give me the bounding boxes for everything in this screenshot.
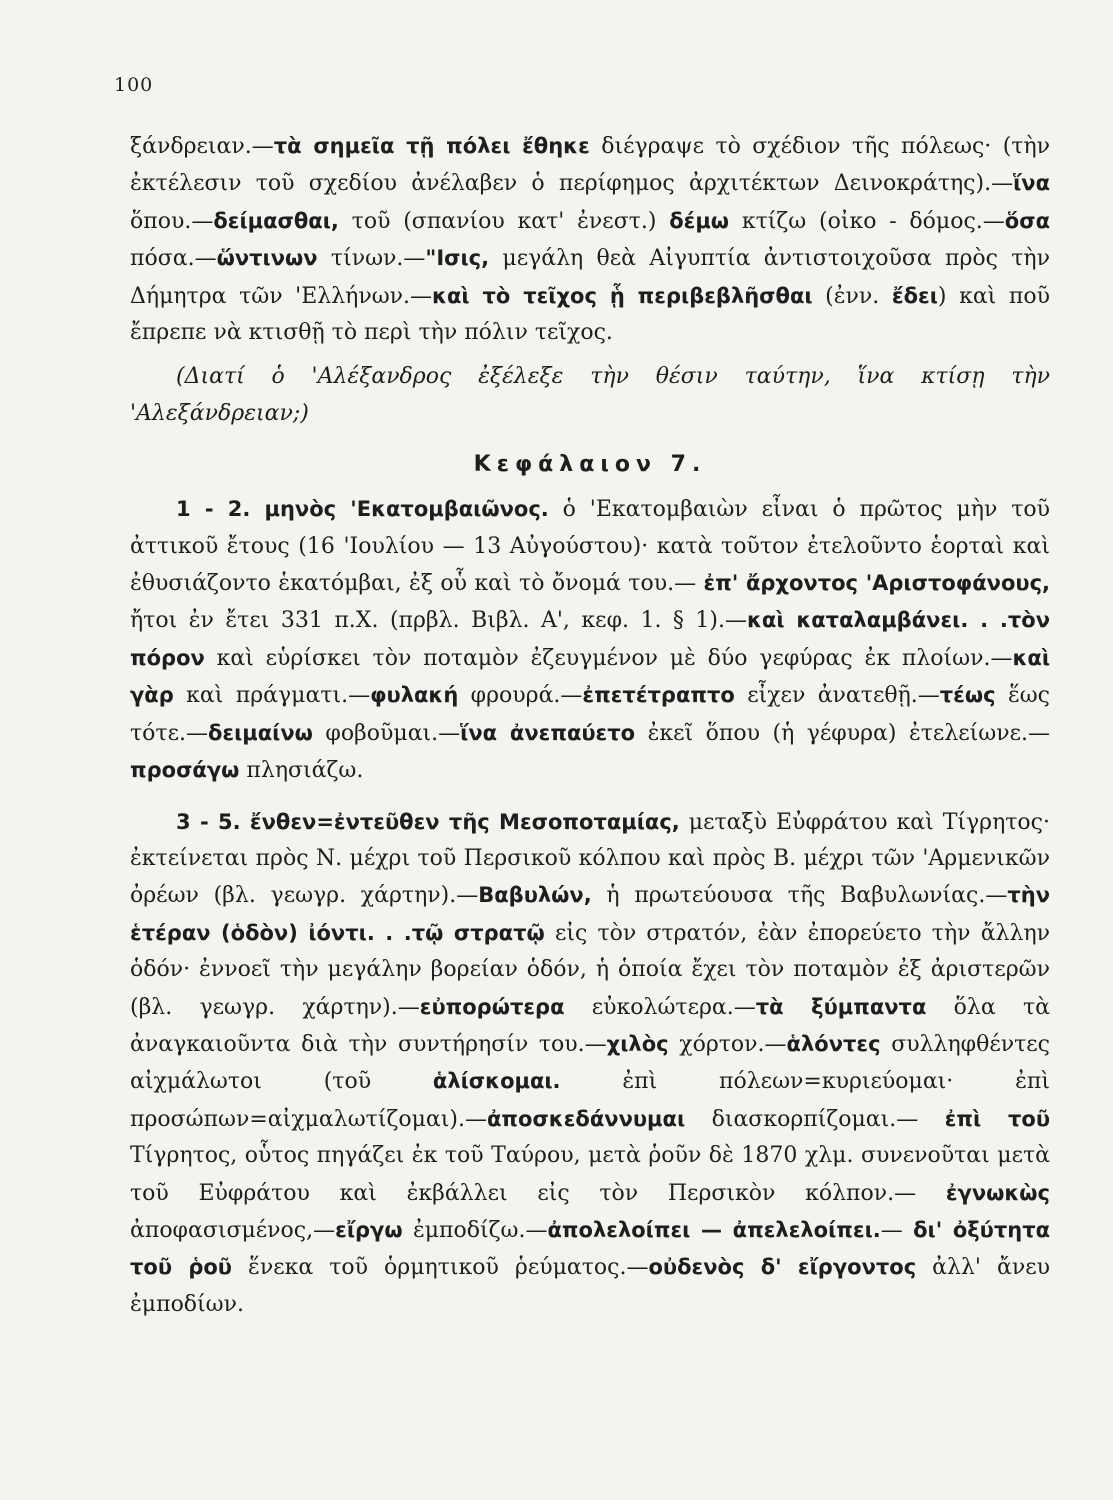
gloss-text: εἶχεν ἀνατεθῇ.—	[734, 683, 940, 709]
gloss-text: (ἐνν.	[812, 283, 892, 309]
gloss-text: κτίζω (οἰκο - δόμος.—	[729, 208, 1005, 234]
lemma-term: οὐδενὸς δ' εἴργοντος	[648, 1255, 917, 1280]
gloss-text: καὶ πράγματι.—	[173, 683, 371, 709]
gloss-text: ἡ πρωτεύουσα τῆς Βαβυλωνίας.—	[591, 883, 1008, 909]
gloss-text: τίνων.—	[317, 246, 426, 272]
gloss-text: φοβοῦμαι.—	[312, 720, 461, 746]
gloss-text: μεγάλη θεὰ Αἰγυπτία ἀντιστοιχοῦσα πρὸς τὴν Δήμητρα τῶν 'Ελλήνων.—	[130, 246, 1050, 309]
lemma-term: ὥντινων	[216, 246, 318, 271]
page-content	[130, 128, 1050, 1323]
lemma-term: Βαβυλών,	[478, 883, 592, 908]
lemma-term: ἁλίσκομαι.	[432, 1069, 561, 1094]
gloss-text: ὅλα τὰ ἀναγκαιοῦντα διὰ τὴν συντήρησίν του.—	[130, 994, 1050, 1057]
page-number: 100	[114, 74, 154, 96]
lemma-term: δέμω	[669, 208, 730, 233]
gloss-text: ἀποφασισμένος,—	[130, 1217, 336, 1243]
lemma-term: δειμαίνω	[207, 720, 313, 745]
gloss-text: ἐμποδίζω.—	[402, 1217, 548, 1243]
commentary-paragraph-3	[130, 804, 1050, 1324]
lemma-term: ἵνα ἀνεπαύετο	[460, 720, 636, 745]
lemma-term: τὴν ἑτέραν (ὁδὸν) ἰόντι. . .τῷ στρατῷ	[130, 883, 1050, 945]
gloss-text: ἕνεκα τοῦ ὁρμητικοῦ ῥεύματος.—	[232, 1255, 649, 1281]
lemma-term: ἀπολελοίπει — ἀπελελοίπει.	[547, 1217, 881, 1242]
lemma-term: εἴργω	[335, 1217, 403, 1242]
lemma-term: 1 - 2. μηνὸς 'Εκατομβαιῶνος.	[176, 497, 549, 522]
lemma-term: καὶ τὸ τεῖχος ᾗ περιβεβλῆσθαι	[432, 283, 813, 308]
gloss-text: ἕως τότε.—	[130, 683, 1051, 746]
gloss-text: εἰς τὸν στρατόν, ἐὰν ἐπορεύετο τὴν ἄλλην ὁδόν· ἐννοεῖ τὴν μεγάλην βορείαν ὁδόν, ἡ ὁποία ἔχει τὸν ποταμὸν ἐξ ἀριστερῶν (βλ. γεωγρ. χάρτην).—	[130, 920, 1050, 1020]
gloss-text: καὶ εὑρίσκει τὸν ποταμὸν ἐζευγμένον μὲ δύο γεφύρας ἐκ πλοίων.—	[204, 645, 1013, 671]
gloss-text: ξάνδρειαν.—	[130, 134, 274, 159]
lemma-term: ἐπὶ τοῦ	[944, 1106, 1050, 1131]
commentary-paragraph-2	[130, 491, 1050, 789]
lemma-term: ἔδει	[891, 283, 938, 308]
lemma-term: τέως	[939, 683, 996, 708]
gloss-text: Τίγρητος, οὗτος πηγάζει ἐκ τοῦ Ταύρου, μετὰ ῥοῦν δὲ 1870 χλμ. συνενοῦται μετὰ τοῦ Εὐφράτου καὶ ἐκβάλλει εἰς τὸν Περσικὸν κόλπον.—	[130, 1143, 1050, 1206]
lemma-term: ἐπετέτραπτο	[582, 683, 735, 708]
lemma-term: τὰ σημεῖα τῇ πόλει ἔθηκε	[273, 134, 590, 158]
gloss-text: πλησιάζω.	[239, 758, 364, 784]
gloss-text: διασκορπίζομαι.—	[685, 1106, 945, 1132]
gloss-text: ) καὶ ποῦ ἔπρεπε νὰ κτισθῇ τὸ περὶ τὴν πόλιν τεῖχος.	[130, 283, 1050, 346]
lemma-term: δι' ὀξύτητα τοῦ ῥοῦ	[130, 1217, 1051, 1280]
lemma-term: ἐγνωκὼς	[945, 1180, 1050, 1205]
lemma-term: χιλὸς	[606, 1031, 669, 1056]
gloss-text: μεταξὺ Εὐφράτου καὶ Τίγρητος· ἐκτείνεται πρὸς Ν. μέχρι τοῦ Περσικοῦ κόλπου καὶ πρὸς Β. μέχρι τῶν 'Αρμενικῶν ὀρέων (βλ. γεωγρ. χάρτην).—	[130, 809, 1050, 909]
gloss-text: συλληφθέντες αἰχμάλωτοι (τοῦ	[130, 1031, 1050, 1095]
gloss-text: διέγραψε τὸ σχέδιον τῆς πόλεως· (τὴν ἐκτέλεσιν τοῦ σχεδίου ἀνέλαβεν ὁ περίφημος ἀρχιτέκτων Δεινοκράτης).—	[130, 134, 1051, 197]
lemma-term: ὅσα	[1004, 208, 1050, 233]
gloss-text: ἤτοι ἐν ἔτει 331 π.Χ. (πρβλ. Βιβλ. Α', κεφ. 1. § 1).—	[130, 608, 747, 634]
chapter-heading: Κεφάλαιον 7.	[473, 452, 707, 478]
gloss-text: ὁ 'Εκατομβαιὼν εἶναι ὁ πρῶτος μὴν τοῦ ἀττικοῦ ἔτους (16 'Ιουλίου — 13 Αὐγούστου)· κατὰ τοῦτον ἐτελοῦντο ἑορταὶ καὶ ἐθυσιάζοντο ἑκατόμβαι, ἐξ οὗ καὶ τὸ ὄνομά του.—	[130, 497, 1051, 597]
lemma-term: προσάγω	[130, 758, 240, 783]
gloss-text: εὐκολώτερα.—	[564, 994, 756, 1020]
gloss-text: ὅπου.—	[130, 208, 214, 234]
lemma-term: φυλακή	[370, 683, 459, 708]
lemma-term: καὶ γὰρ	[130, 645, 1050, 708]
lemma-term: ἀποσκεδάννυμαι	[486, 1106, 686, 1131]
lemma-term: τὰ ξύμπαντα	[755, 994, 927, 1019]
gloss-text: ἐπὶ πόλεων=κυριεύομαι· ἐπὶ προσώπων=αἰχμαλωτίζομαι).—	[130, 1069, 1050, 1132]
lemma-term: 3 - 5. ἔνθεν=ἐντεῦθεν τῆς Μεσοποταμίας,	[176, 809, 680, 834]
lemma-term: "Ισις,	[425, 246, 490, 271]
gloss-text: χόρτον.—	[668, 1031, 787, 1057]
gloss-text: τοῦ (σπανίου κατ' ἐνεστ.)	[338, 208, 670, 234]
gloss-text: πόσα.—	[130, 246, 217, 272]
lemma-term: ἵνα	[1013, 171, 1050, 196]
lemma-term: εὐπορώτερα	[419, 994, 565, 1019]
lemma-term: δείμασθαι,	[213, 208, 339, 233]
gloss-text: ἐκεῖ ὅπου (ἡ γέφυρα) ἐτελείωνε.—	[635, 720, 1050, 746]
gloss-text: ἀλλ' ἄνευ ἐμποδίων.	[130, 1255, 1050, 1317]
commentary-paragraph-1	[130, 128, 1050, 351]
lemma-term: ἁλόντες	[786, 1031, 881, 1056]
gloss-text: φρουρά.—	[458, 683, 583, 709]
lemma-term: καὶ καταλαμβάνει. . .τὸν πόρον	[130, 608, 1050, 670]
lemma-term: ἐπ' ἄρχοντος 'Αριστοφάνους,	[703, 571, 1050, 596]
gloss-text: —	[880, 1217, 914, 1243]
study-question: (Διατί ὁ 'Αλέξανδρος ἐξέλεξε τὴν θέσιν ταύτην, ἵνα κτίσῃ τὴν 'Αλεξάνδρειαν;)	[130, 364, 1050, 426]
